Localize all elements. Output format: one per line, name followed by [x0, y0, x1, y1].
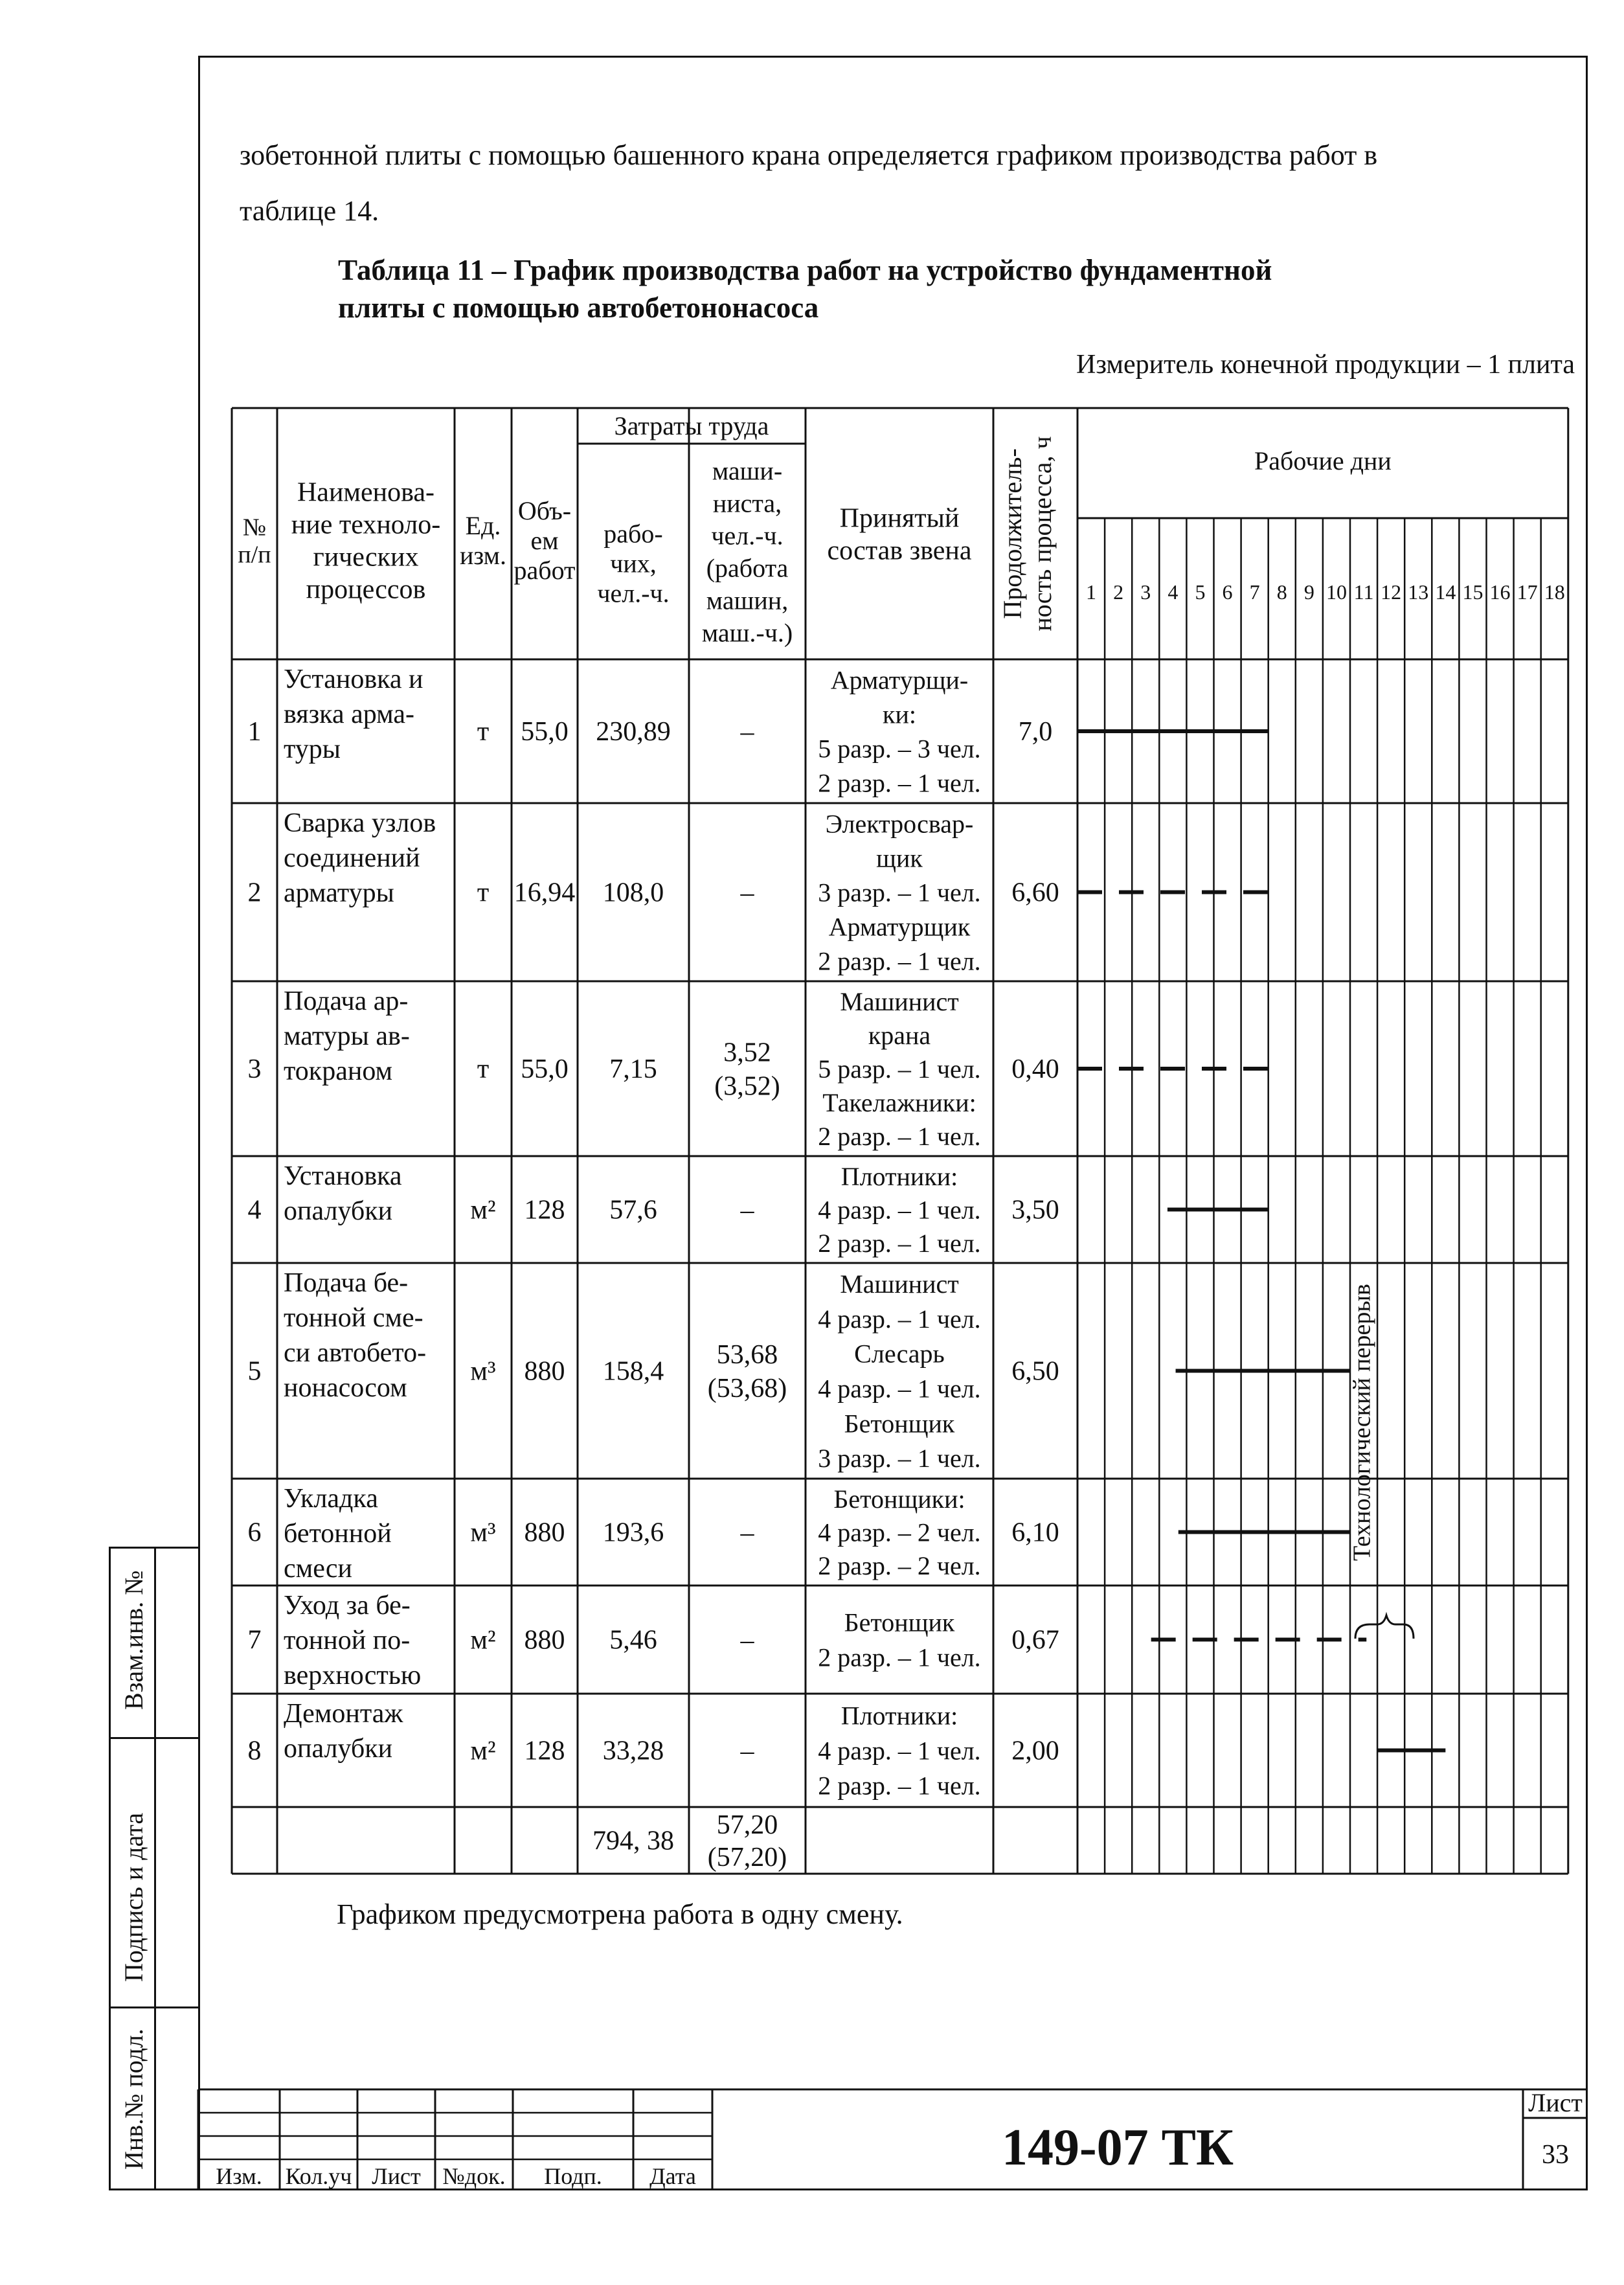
row-crew: крана	[868, 1021, 931, 1050]
row-workers: 230,89	[596, 717, 671, 747]
day-number: 5	[1195, 580, 1206, 604]
row-num: 8	[247, 1736, 262, 1766]
row-crew: Слесарь	[854, 1339, 945, 1369]
row-machinists: –	[740, 1518, 754, 1549]
row-crew: 2 разр. – 1 чел.	[818, 1229, 981, 1258]
day-number: 15	[1462, 580, 1483, 604]
row-crew: 3 разр. – 1 чел.	[818, 878, 981, 907]
row-name: тонной по-	[284, 1626, 411, 1655]
row-crew: 4 разр. – 1 чел.	[818, 1304, 981, 1334]
header-machinists: ниста,	[712, 488, 782, 518]
row-num: 5	[247, 1356, 262, 1387]
row-name: арматуры	[284, 878, 394, 908]
row-machinists: 53,68	[716, 1340, 778, 1370]
row-unit: т	[477, 717, 490, 747]
row-crew: Бетонщик	[844, 1608, 955, 1637]
total-workers: 794, 38	[592, 1826, 674, 1856]
header-name: ние техноло-	[291, 510, 441, 540]
row-name: Укладка	[284, 1484, 378, 1514]
day-number: 2	[1113, 580, 1124, 604]
row-workers: 7,15	[609, 1054, 657, 1084]
row-duration: 6,10	[1011, 1518, 1059, 1548]
row-name: тонной сме-	[284, 1303, 423, 1333]
header-name: гических	[313, 542, 419, 573]
row-name: туры	[284, 734, 341, 764]
row-machinists: –	[740, 878, 754, 909]
day-number: 8	[1276, 580, 1287, 604]
row-crew: 4 разр. – 2 чел.	[818, 1518, 981, 1547]
row-crew: 2 разр. – 1 чел.	[818, 768, 981, 798]
row-machinists: –	[740, 717, 754, 747]
day-number: 14	[1435, 580, 1456, 604]
row-crew: 5 разр. – 1 чел.	[818, 1054, 981, 1084]
row-crew: Арматурщик	[828, 912, 971, 942]
header-volume: Объ-	[517, 496, 572, 525]
row-machinists: 3,52	[723, 1038, 771, 1068]
row-name: нонасосом	[284, 1373, 407, 1403]
day-number: 1	[1086, 580, 1097, 604]
intro-line-2: таблице 14.	[240, 195, 379, 227]
row-num: 1	[247, 717, 262, 747]
day-number: 12	[1381, 580, 1402, 604]
row-crew: 2 разр. – 1 чел.	[818, 1643, 981, 1672]
header-unit: изм.	[460, 541, 506, 570]
day-number: 7	[1249, 580, 1260, 604]
row-crew: 5 разр. – 3 чел.	[818, 734, 981, 764]
break-label: Технологический перерыв	[1348, 1284, 1376, 1561]
side-label-replace-inv: Взам.инв. №	[119, 1570, 148, 1710]
row-unit: м³	[470, 1356, 496, 1387]
row-volume: 55,0	[521, 717, 569, 747]
day-number: 4	[1167, 580, 1179, 604]
stamp-column-label: Лист	[372, 2163, 421, 2189]
total-machinists: (57,20)	[707, 1843, 787, 1873]
row-name: опалубки	[284, 1196, 393, 1226]
row-name: Подача бе-	[284, 1268, 409, 1298]
row-name: смеси	[284, 1554, 353, 1584]
row-name: токраном	[284, 1056, 393, 1086]
row-unit: т	[477, 878, 490, 908]
row-unit: т	[477, 1054, 490, 1084]
row-num: 2	[247, 878, 262, 908]
header-num: №	[242, 514, 267, 541]
row-name: Сварка узлов	[284, 808, 436, 838]
day-number: 6	[1222, 580, 1233, 604]
row-duration: 0,67	[1011, 1625, 1059, 1655]
row-machinists: –	[740, 1736, 754, 1767]
row-workers: 5,46	[609, 1625, 657, 1655]
table-title-line-2: плиты с помощью автобетононасоса	[338, 291, 819, 324]
header-machinists: маши-	[712, 456, 783, 486]
header-workers: чел.-ч.	[597, 578, 670, 608]
row-volume: 128	[524, 1195, 565, 1225]
header-machinists: маш.-ч.)	[701, 618, 793, 648]
day-number: 18	[1544, 580, 1565, 604]
row-duration: 6,60	[1011, 878, 1059, 908]
header-volume: ем	[530, 526, 559, 555]
row-crew: Бетонщик	[844, 1409, 955, 1438]
header-labor-group: Затраты труда	[614, 411, 769, 440]
sheet-number: 33	[1542, 2140, 1569, 2170]
row-volume: 880	[524, 1625, 565, 1655]
row-crew: 2 разр. – 1 чел.	[818, 946, 981, 976]
row-name: бетонной	[284, 1519, 392, 1549]
day-number: 10	[1325, 580, 1347, 604]
row-workers: 158,4	[602, 1356, 664, 1387]
header-name: процессов	[306, 574, 426, 605]
row-unit: м²	[470, 1195, 496, 1225]
doc-code: 149-07 ТК	[1001, 2119, 1234, 2176]
row-num: 4	[247, 1195, 262, 1225]
row-crew: 2 разр. – 2 чел.	[818, 1551, 981, 1581]
header-num: п/п	[238, 541, 271, 569]
stamp-column-label: Кол.уч	[285, 2163, 352, 2189]
day-number: 17	[1517, 580, 1538, 604]
header-crew: Принятый	[839, 503, 960, 534]
row-name: верхностью	[284, 1661, 422, 1690]
table-title-line-1: Таблица 11 – График производства работ на устройство фундаментной	[338, 254, 1272, 286]
row-name: Подача ар-	[284, 986, 409, 1016]
header-workers: чих,	[610, 549, 657, 578]
day-number: 9	[1303, 580, 1314, 604]
row-crew: Машинист	[840, 987, 959, 1016]
row-crew: Арматурщи-	[830, 665, 969, 695]
measure-unit: Измеритель конечной продукции – 1 плита	[1076, 350, 1575, 380]
day-number: 16	[1489, 580, 1511, 604]
footnote: Графиком предусмотрена работа в одну смену.	[337, 1898, 903, 1930]
row-name: Установка	[284, 1161, 402, 1191]
intro-line-1: зобетонной плиты с помощью башенного крана определяется графиком производства работ в	[240, 139, 1378, 171]
row-crew: Такелажники:	[822, 1088, 976, 1117]
row-name: опалубки	[284, 1734, 393, 1764]
row-name: матуры ав-	[284, 1021, 410, 1051]
row-crew: Бетонщики:	[833, 1484, 965, 1514]
row-unit: м²	[470, 1625, 496, 1655]
side-label-inv-orig: Инв.№ подл.	[119, 2029, 148, 2170]
header-machinists: чел.-ч.	[711, 521, 784, 551]
side-label-signature-date: Подпись и дата	[119, 1812, 148, 1982]
row-crew: Машинист	[840, 1269, 959, 1299]
row-volume: 128	[524, 1736, 565, 1766]
row-duration: 2,00	[1011, 1736, 1059, 1766]
row-crew: 4 разр. – 1 чел.	[818, 1195, 981, 1225]
header-duration: ность процесса, ч	[1028, 436, 1057, 631]
row-workers: 57,6	[609, 1195, 657, 1225]
header-unit: Ед.	[465, 511, 501, 540]
row-crew: щик	[876, 843, 923, 873]
stamp-column-label: Подп.	[544, 2163, 602, 2189]
row-unit: м²	[470, 1736, 496, 1766]
stamp-column-label: Дата	[649, 2163, 696, 2189]
header-machinists: (работа	[706, 553, 789, 583]
day-number: 11	[1353, 580, 1374, 604]
row-machinists: (53,68)	[707, 1374, 787, 1404]
row-machinists: –	[740, 1196, 754, 1226]
total-machinists: 57,20	[716, 1810, 778, 1841]
sheet-label: Лист	[1528, 2088, 1583, 2117]
row-duration: 0,40	[1011, 1054, 1059, 1084]
row-name: Демонтаж	[284, 1699, 403, 1729]
row-num: 6	[247, 1518, 262, 1548]
header-name: Наименова-	[297, 477, 435, 508]
row-num: 3	[247, 1054, 262, 1084]
row-duration: 3,50	[1011, 1195, 1059, 1225]
row-crew: 4 разр. – 1 чел.	[818, 1736, 981, 1766]
row-volume: 55,0	[521, 1054, 569, 1084]
row-name: си автобето-	[284, 1338, 427, 1368]
row-machinists: –	[740, 1626, 754, 1656]
header-duration: Продолжитель-	[998, 448, 1027, 619]
day-number: 13	[1408, 580, 1429, 604]
row-workers: 193,6	[602, 1518, 664, 1548]
row-duration: 7,0	[1018, 717, 1053, 747]
header-machinists: машин,	[706, 585, 789, 615]
row-volume: 16,94	[513, 878, 576, 908]
stamp-column-label: Изм.	[216, 2163, 262, 2189]
row-workers: 33,28	[602, 1736, 664, 1766]
row-num: 7	[247, 1625, 262, 1655]
header-volume: работ	[513, 556, 576, 585]
row-name: Установка и	[284, 665, 423, 694]
row-crew: 2 разр. – 1 чел.	[818, 1122, 981, 1151]
row-name: Уход за бе-	[284, 1591, 411, 1620]
stamp-column-label: №док.	[442, 2163, 506, 2189]
row-machinists: (3,52)	[714, 1071, 780, 1102]
row-volume: 880	[524, 1518, 565, 1548]
row-crew: Электросвар-	[825, 809, 974, 839]
header-working-days: Рабочие дни	[1254, 446, 1392, 475]
row-name: вязка арма-	[284, 699, 415, 729]
row-crew: Плотники:	[840, 1161, 958, 1191]
row-crew: ки:	[883, 699, 916, 729]
row-volume: 880	[524, 1356, 565, 1387]
row-crew: 3 разр. – 1 чел.	[818, 1444, 981, 1473]
row-name: соединений	[284, 843, 420, 873]
row-crew: 4 разр. – 1 чел.	[818, 1374, 981, 1404]
day-number: 3	[1140, 580, 1151, 604]
row-unit: м³	[470, 1518, 496, 1548]
header-workers: рабо-	[603, 519, 663, 549]
header-crew: состав звена	[827, 536, 972, 566]
row-crew: Плотники:	[840, 1701, 958, 1731]
row-workers: 108,0	[602, 878, 664, 908]
row-duration: 6,50	[1011, 1356, 1059, 1387]
row-crew: 2 разр. – 1 чел.	[818, 1771, 981, 1801]
